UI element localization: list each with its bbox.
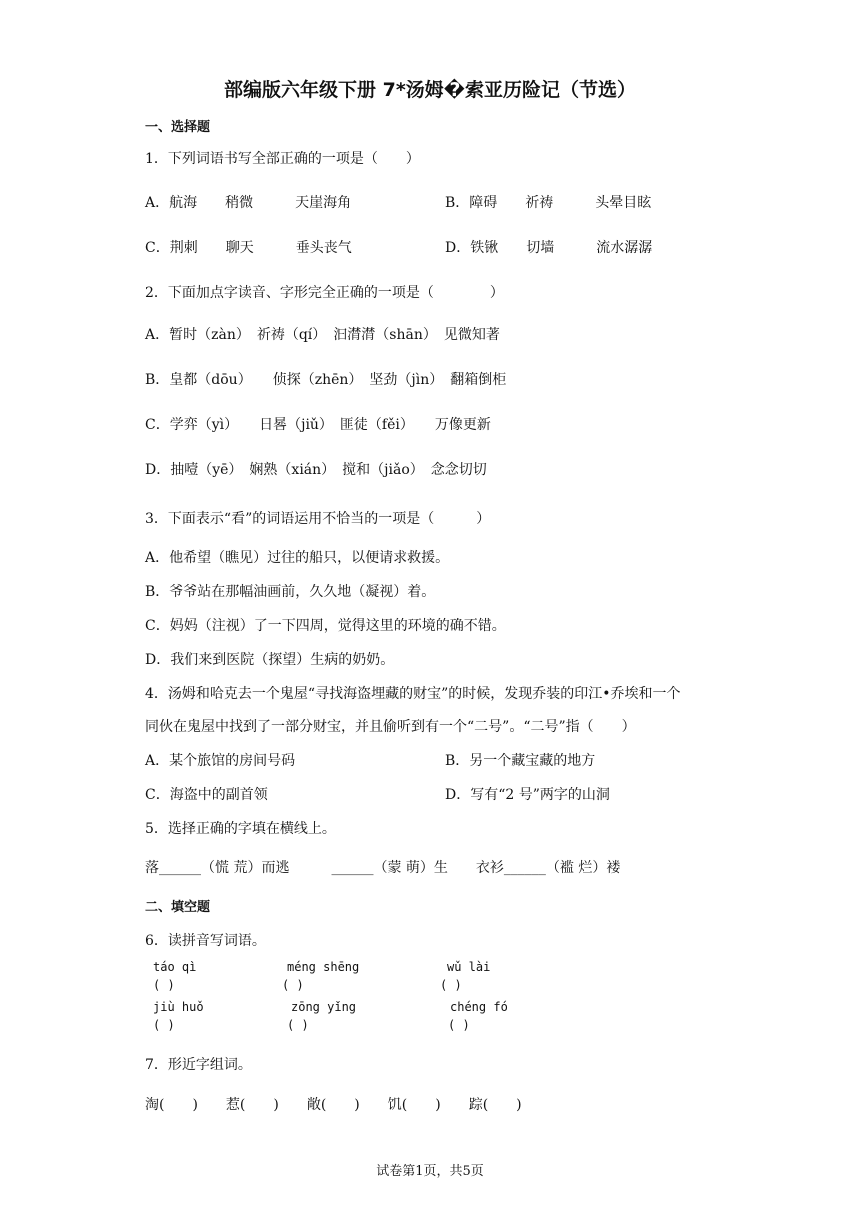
q6-stem: 6．读拼音写词语。 (145, 933, 266, 949)
q2-stem: 2．下面加点字读音、字形完全正确的一项是（ ） (145, 285, 504, 301)
q4-stem-line2: 同伙在鬼屋中找到了一部分财宝，并且偷听到有一个“二号”。“二号”指（ ） (145, 719, 636, 735)
q3-option-b: B．爷爷站在那幅油画前，久久地（凝视）着。 (145, 584, 436, 600)
section-heading-choice: 一、选择题 (145, 120, 211, 135)
q2-option-c: C．学弈（yì） 日晷（jiǔ） 匪徒（fěi） 万像更新 (145, 417, 491, 433)
q6-answer-box-4: ( ) (153, 1018, 175, 1032)
q2-option-a: A．暂时（zàn） 祈祷（qí） 汩潸潸（shān） 见微知著 (145, 327, 500, 343)
q4-option-b: B．另一个藏宝藏的地方 (445, 753, 596, 769)
q2-option-d: D．抽噎（yē） 娴熟（xián） 搅和（jiǎo） 念念切切 (145, 462, 487, 478)
q5-blanks-line: 落______（慌 荒）而逃 ______（蒙 萌）生 衣衫______（褴 烂）褛 (145, 860, 621, 876)
q4-option-a: A．某个旅馆的房间号码 (145, 753, 296, 769)
q6-pinyin-5: zōng yǐng (291, 1000, 357, 1014)
page-footer: 试卷第1页，共5页 (376, 1164, 484, 1179)
q3-option-a: A．他希望（瞧见）过往的船只，以便请求救援。 (145, 550, 450, 566)
q6-answer-box-1: ( ) (153, 978, 175, 992)
q4-option-d: D．写有“2 号”两字的山洞 (445, 787, 610, 803)
q6-pinyin-3: wǔ lài (447, 960, 491, 974)
q3-stem: 3．下面表示“看”的词语运用不恰当的一项是（ ） (145, 511, 491, 527)
q7-stem: 7．形近字组词。 (145, 1057, 252, 1073)
q6-pinyin-2: méng shēng (287, 960, 360, 974)
q5-stem: 5．选择正确的字填在横线上。 (145, 821, 336, 837)
page-title: 部编版六年级下册 7*汤姆�索亚历险记（节选） (224, 79, 636, 101)
q1-option-d: D．铁锹 切墙 流水潺潺 (445, 240, 653, 256)
q3-option-d: D．我们来到医院（探望）生病的奶奶。 (145, 652, 395, 668)
section-heading-fill: 二、填空题 (145, 900, 211, 915)
q1-option-c: C．荆刺 聊天 垂头丧气 (145, 240, 352, 256)
q6-pinyin-1: táo qì (153, 960, 197, 974)
q6-pinyin-4: jiù huǒ (153, 1000, 204, 1014)
q1-option-a: A．航海 稍微 天崖海角 (145, 195, 352, 211)
q1-stem: 1．下列词语书写全部正确的一项是（ ） (145, 151, 420, 167)
q1-option-b: B．障碍 祈祷 头晕目眩 (445, 195, 652, 211)
q6-answer-box-6: ( ) (448, 1018, 470, 1032)
q4-option-c: C．海盗中的副首领 (145, 787, 268, 803)
q4-stem-line1: 4．汤姆和哈克去一个鬼屋“寻找海盗埋藏的财宝”的时候，发现乔装的印江•乔埃和一个 (145, 686, 681, 702)
q2-option-b: B．皇都（dōu） 侦探（zhēn） 坚劲（jìn） 翻箱倒柜 (145, 372, 507, 388)
q6-answer-box-2: ( ) (282, 978, 304, 992)
q6-answer-box-5: ( ) (287, 1018, 309, 1032)
q6-answer-box-3: ( ) (440, 978, 462, 992)
q3-option-c: C．妈妈（注视）了一下四周，觉得这里的环境的确不错。 (145, 618, 506, 634)
q7-blanks-line: 淘( ) 惹( ) 敞( ) 饥( ) 踪( ) (145, 1097, 522, 1113)
q6-pinyin-6: chéng fó (450, 1000, 508, 1014)
